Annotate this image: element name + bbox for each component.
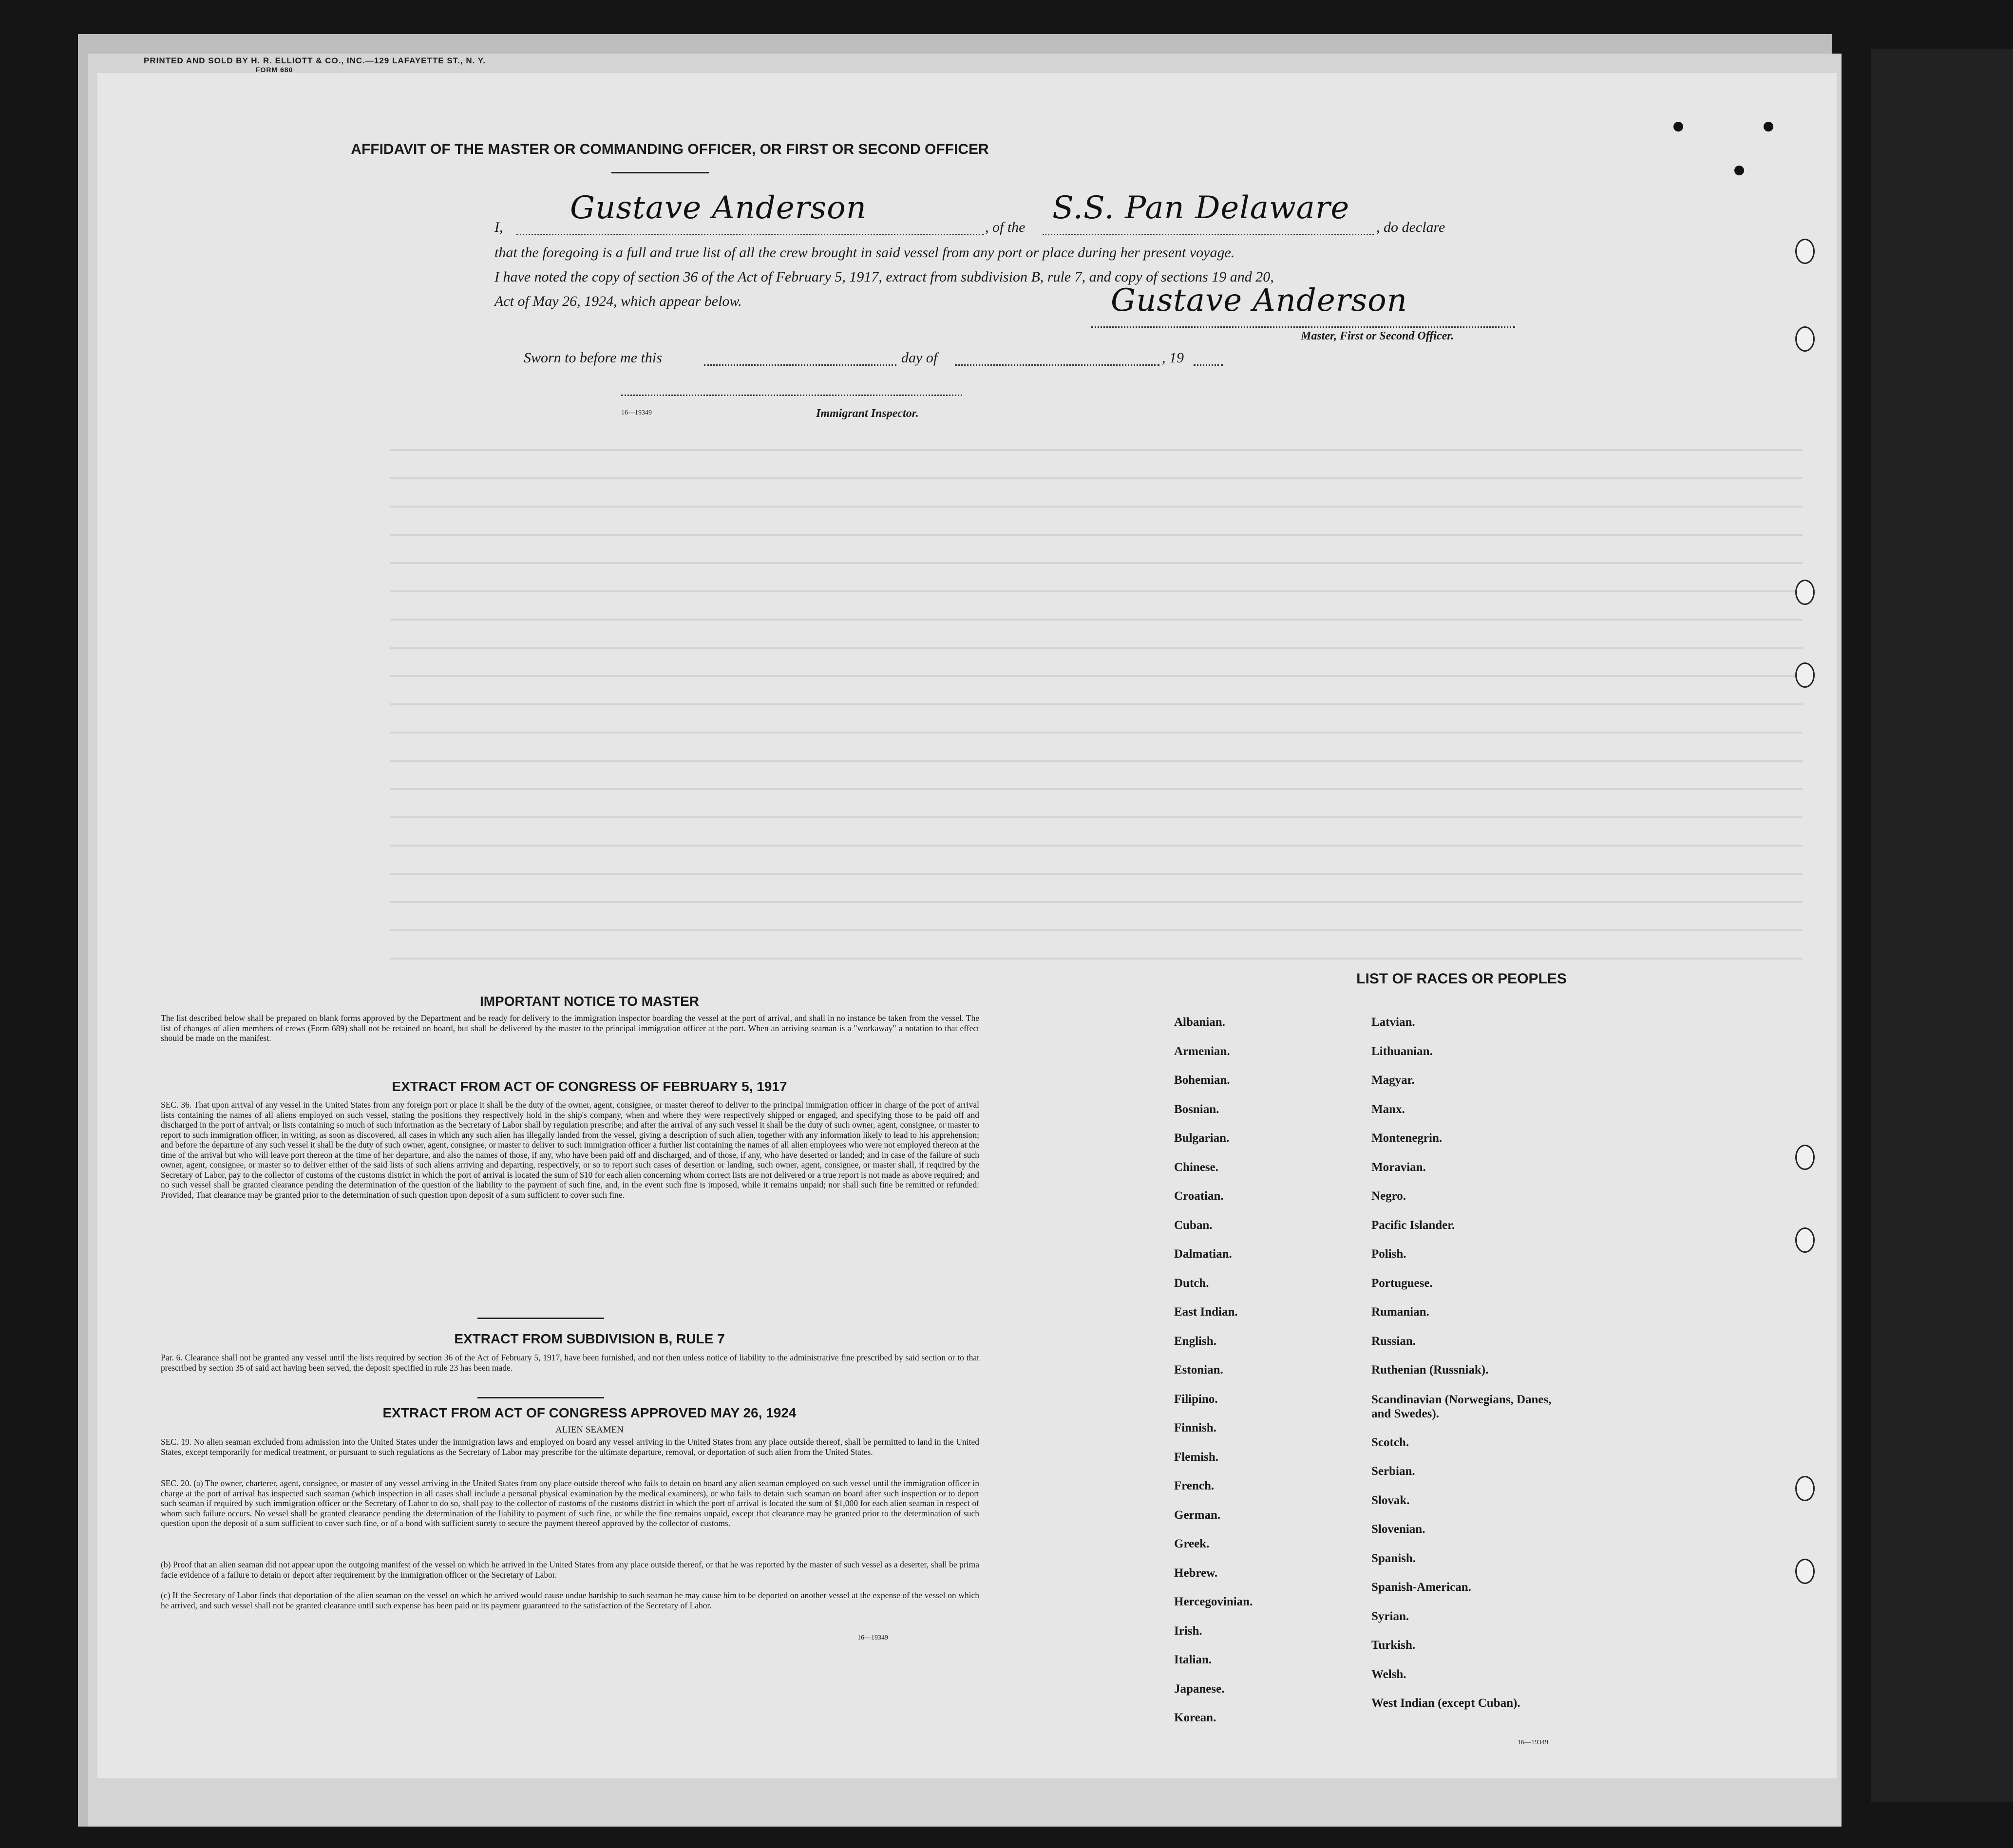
race-item: Bohemian.: [1174, 1074, 1230, 1087]
race-item: Bulgarian.: [1174, 1131, 1230, 1145]
sworn-day-line: [704, 364, 896, 366]
race-item: Latvian.: [1371, 1016, 1415, 1029]
race-item: Slovak.: [1371, 1493, 1410, 1507]
extract-1924-sec20c: (c) If the Secretary of Labor finds that deportation of the alien seaman on the vessel on which he arrived would cause undue hardship to such seaman he may cause him to be deported on another vessel at the expense of the vessel on which he arrived, and such vessel shall not be granted clearance until such expense has been paid or its payment guaranteed to the satisfaction of the Secretary of Labor.: [161, 1590, 979, 1610]
race-item: Montenegrin.: [1371, 1131, 1443, 1145]
binder-ring-hole: [1795, 1476, 1815, 1501]
month-line: [955, 364, 1159, 366]
binding-edge: [1871, 49, 2013, 1802]
race-item: Dutch.: [1174, 1276, 1209, 1290]
race-item: Bosnian.: [1174, 1102, 1219, 1116]
signature-caption: Master, First or Second Officer.: [1301, 330, 1454, 342]
race-item: Chinese.: [1174, 1160, 1218, 1174]
race-item: Polish.: [1371, 1247, 1406, 1261]
punch-hole: [1764, 122, 1773, 132]
affidavit-line-2: I have noted the copy of section 36 of the Act of February 5, 1917, extract from subdivision B, rule 7, and copy of sections 19 and 20,: [494, 269, 1274, 285]
affidavit-line-3: Act of May 26, 1924, which appear below.: [494, 293, 742, 309]
race-item: Pacific Islander.: [1371, 1218, 1455, 1232]
race-item: Hercegovinian.: [1174, 1595, 1253, 1608]
race-item: Scotch.: [1371, 1435, 1409, 1449]
notice-text: The list described below shall be prepared on blank forms approved by the Department and be ready for delivery to the immigration inspector boarding the vessel at the port of arrival, and shall in no instance be taken from the vessel. The list of changes of alien members of crews (Form 689) shall not be retained on board, but shall be delivered by the master to the principal immigration officer at the port. When an arriving seaman is a "workaway" a notation to that effect should be made on the manifest.: [161, 1013, 979, 1043]
race-item: Magyar.: [1371, 1074, 1415, 1087]
subdivision-title: EXTRACT FROM SUBDIVISION B, RULE 7: [454, 1331, 725, 1346]
race-item: Japanese.: [1174, 1682, 1225, 1696]
race-item: Slovenian.: [1371, 1523, 1425, 1536]
name-dotted-line: [516, 234, 984, 235]
race-item: Dalmatian.: [1174, 1247, 1232, 1261]
race-item: Cuban.: [1174, 1218, 1213, 1232]
race-item: Filipino.: [1174, 1392, 1218, 1406]
race-item: Hebrew.: [1174, 1566, 1218, 1580]
extract-form-number: 16—19349: [857, 1634, 888, 1641]
race-item: Flemish.: [1174, 1450, 1218, 1464]
race-item: Irish.: [1174, 1624, 1202, 1638]
race-item: Russian.: [1371, 1334, 1416, 1348]
races-form-number: 16—19349: [1518, 1739, 1548, 1746]
race-item: Estonian.: [1174, 1363, 1223, 1377]
race-item: Korean.: [1174, 1711, 1216, 1724]
race-item: Serbian.: [1371, 1465, 1415, 1478]
race-item: English.: [1174, 1334, 1216, 1348]
extract-1924-sec20b: (b) Proof that an alien seaman did not appear upon the outgoing manifest of the vessel on which he arrived in the United States from any place outside thereof, or that he was reported by the master of such vessel as a deserter, shall be prima facie evidence of a failure to detain or deport after requirement by the immigration officer or the Secretary of Labor.: [161, 1560, 979, 1580]
race-item: East Indian.: [1174, 1305, 1238, 1319]
race-item: Italian.: [1174, 1653, 1212, 1666]
bleed-through-lines: [390, 424, 1803, 960]
extract-1924-sec20a: SEC. 20. (a) The owner, charterer, agent, consignee, or master of any vessel arriving in the United States from any place outside thereof who fails to detain on board any alien seaman employed on such vessel until the immigration officer in charge at the port of arrival has inspected such seaman (which inspection in all cases shall include a personal physical examination by the medical examiners), or who fails to detain such seaman on board after such inspection or to deport such seaman if required by such immigration officer or the Secretary of Labor to do so, shall pay to the collector of customs of the customs district in which the port of arrival is located the sum of $1,000 for each alien seaman in respect of whom such failure occurs. No vessel shall be granted clearance pending the determination of the liability to payment of such fine, or while the fine remains unpaid, except that clearance may be granted prior to the determination of such question upon the deposit of a sum sufficient to cover such fine, or of a bond with sufficient surety to secure the payment thereof approved by the collector of customs.: [161, 1478, 979, 1528]
race-item: Portuguese.: [1371, 1276, 1433, 1290]
race-item: Manx.: [1371, 1102, 1405, 1116]
binder-ring-hole: [1795, 1145, 1815, 1170]
master-name-handwritten: Gustave Anderson: [570, 190, 867, 226]
race-item: Syrian.: [1371, 1609, 1409, 1623]
section-rule-2: [477, 1397, 604, 1398]
vessel-name-handwritten: S.S. Pan Delaware: [1052, 190, 1350, 226]
race-item: Lithuanian.: [1371, 1044, 1433, 1058]
document-page: [97, 56, 1837, 1778]
subdivision-text: Par. 6. Clearance shall not be granted any vessel until the lists required by section 36 of the Act of February 5, 1917, have been furnished, and not then unless notice of liability to the administrative fine prescribed by said section or to that prescribed by section 35 of said act having been served, the deposit specified in rule 23 has been made.: [161, 1353, 979, 1373]
section-rule-1: [477, 1318, 604, 1319]
race-item: West Indian (except Cuban).: [1371, 1697, 1520, 1710]
binder-ring-hole: [1795, 662, 1815, 688]
binder-ring-hole: [1795, 1227, 1815, 1253]
title-rule: [611, 172, 709, 173]
signature-dotted-line: [1091, 326, 1515, 328]
binder-ring-hole: [1795, 239, 1815, 264]
affidavit-do-declare: , do declare: [1376, 219, 1445, 235]
race-item: Welsh.: [1371, 1667, 1406, 1681]
race-item: Greek.: [1174, 1537, 1210, 1550]
extract-1917-text: SEC. 36. That upon arrival of any vessel in the United States from any foreign port or place it shall be the duty of the owner, agent, consignee, or master thereof to deliver to the principal immigration officer in charge of the port of arrival lists containing the names of all aliens employed on such vessel, stating the positions they respectively hold in the ship's company, when and where they were respectively shipped or engaged, and specifying those to be paid off and discharged in the port of arrival; or lists containing so much of such information as the Secretary of Labor shall by regulation prescribe; and after the arrival of any such vessel it shall be the duty of such owner, agent, consignee, or master to report to such immigration officer, in writing, as soon as discovered, all cases in which any such alien has illegally landed from the vessel, giving a description of such alien, together with any information likely to lead to his apprehension; and before the departure of any such vessel it shall be the duty of such owner, agent, consignee, or master to deliver to such immigration officer a further list containing the names of all alien employees who were not employed thereon at the time of the arrival but who will leave port thereon at the time of her departure, and also the names of those, if any, who have been paid off and discharged, and of those, if any, who have deserted or landed; and in case of the failure of such owner, agent, consignee, or master so to deliver either of the said lists of such aliens arriving and departing, respectively, or so to report such cases of desertion or landing, such owner, agent, consignee, or master shall, if required by the Secretary of Labor, pay to the collector of customs of the customs district in which the port of arrival is located the sum of $10 for each alien concerning whom correct lists are not delivered or a true report is not made as above required; and no such vessel shall be granted clearance pending the determination of the question of the liability to the payment of such fine, and, in the event such fine is imposed, while it remains unpaid; nor shall such fine be remitted or refunded: Provided, That clearance may be granted prior to the determination of such question upon deposit of a sum sufficient to cover such fine.: [161, 1100, 979, 1200]
vessel-dotted-line: [1043, 234, 1374, 235]
race-item: Finnish.: [1174, 1421, 1216, 1434]
binder-ring-hole: [1795, 1559, 1815, 1584]
binder-ring-hole: [1795, 580, 1815, 605]
race-item: Spanish-American.: [1371, 1581, 1471, 1594]
extract-1917-title: EXTRACT FROM ACT OF CONGRESS OF FEBRUARY 5, 1917: [392, 1079, 787, 1094]
race-item: Spanish.: [1371, 1551, 1416, 1565]
year-text: , 19: [1162, 350, 1184, 366]
affidavit-form-number: 16—19349: [621, 409, 652, 416]
year-line: [1194, 364, 1223, 366]
punch-hole: [1734, 166, 1744, 175]
race-item: Negro.: [1371, 1189, 1406, 1203]
punch-hole: [1673, 122, 1683, 132]
printer-imprint: PRINTED AND SOLD BY H. R. ELLIOTT & CO., INC.—129 LAFAYETTE ST., N. Y. FORM 680: [144, 56, 486, 74]
binder-ring-hole: [1795, 326, 1815, 352]
extract-1924-sec19: SEC. 19. No alien seaman excluded from admission into the United States under the immigration laws and employed on board any vessel arriving in the United States from any place outside thereof, shall be permitted to land in the United States, except temporarily for medical treatment, or pursuant to such regulations as the Secretary of Labor may prescribe for the ultimate departure, removal, or deportation of such alien from the United States.: [161, 1437, 979, 1457]
sworn-text: Sworn to before me this: [524, 350, 662, 366]
extract-1924-title: EXTRACT FROM ACT OF CONGRESS APPROVED MAY 26, 1924: [382, 1405, 797, 1420]
race-item: Armenian.: [1174, 1044, 1230, 1058]
day-of-text: day of: [901, 350, 938, 366]
race-item: German.: [1174, 1508, 1221, 1522]
race-item: Turkish.: [1371, 1639, 1416, 1652]
affidavit-line-1: that the foregoing is a full and true list of all the crew brought in said vessel from any port or place during her present voyage.: [494, 245, 1235, 261]
notice-title: IMPORTANT NOTICE TO MASTER: [479, 994, 700, 1009]
race-item: Croatian.: [1174, 1189, 1224, 1203]
affidavit-title: AFFIDAVIT OF THE MASTER OR COMMANDING OFFICER, OR FIRST OR SECOND OFFICER: [351, 141, 989, 157]
race-item: Ruthenian (Russniak).: [1371, 1363, 1489, 1377]
race-item: Scandinavian (Norwegians, Danes, and Swedes).: [1371, 1393, 1552, 1420]
race-item: French.: [1174, 1479, 1215, 1492]
signature-handwritten: Gustave Anderson: [1111, 283, 1407, 319]
races-title: LIST OF RACES OR PEOPLES: [1356, 971, 1567, 987]
affidavit-of-the: , of the: [985, 219, 1025, 235]
extract-1924-subtitle: ALIEN SEAMEN: [555, 1425, 624, 1435]
race-item: Rumanian.: [1371, 1305, 1429, 1319]
race-item: Albanian.: [1174, 1016, 1225, 1029]
inspector-caption: Immigrant Inspector.: [816, 407, 919, 420]
race-item: Moravian.: [1371, 1160, 1426, 1174]
inspector-line: [621, 395, 962, 396]
affidavit-i: I,: [494, 219, 503, 235]
